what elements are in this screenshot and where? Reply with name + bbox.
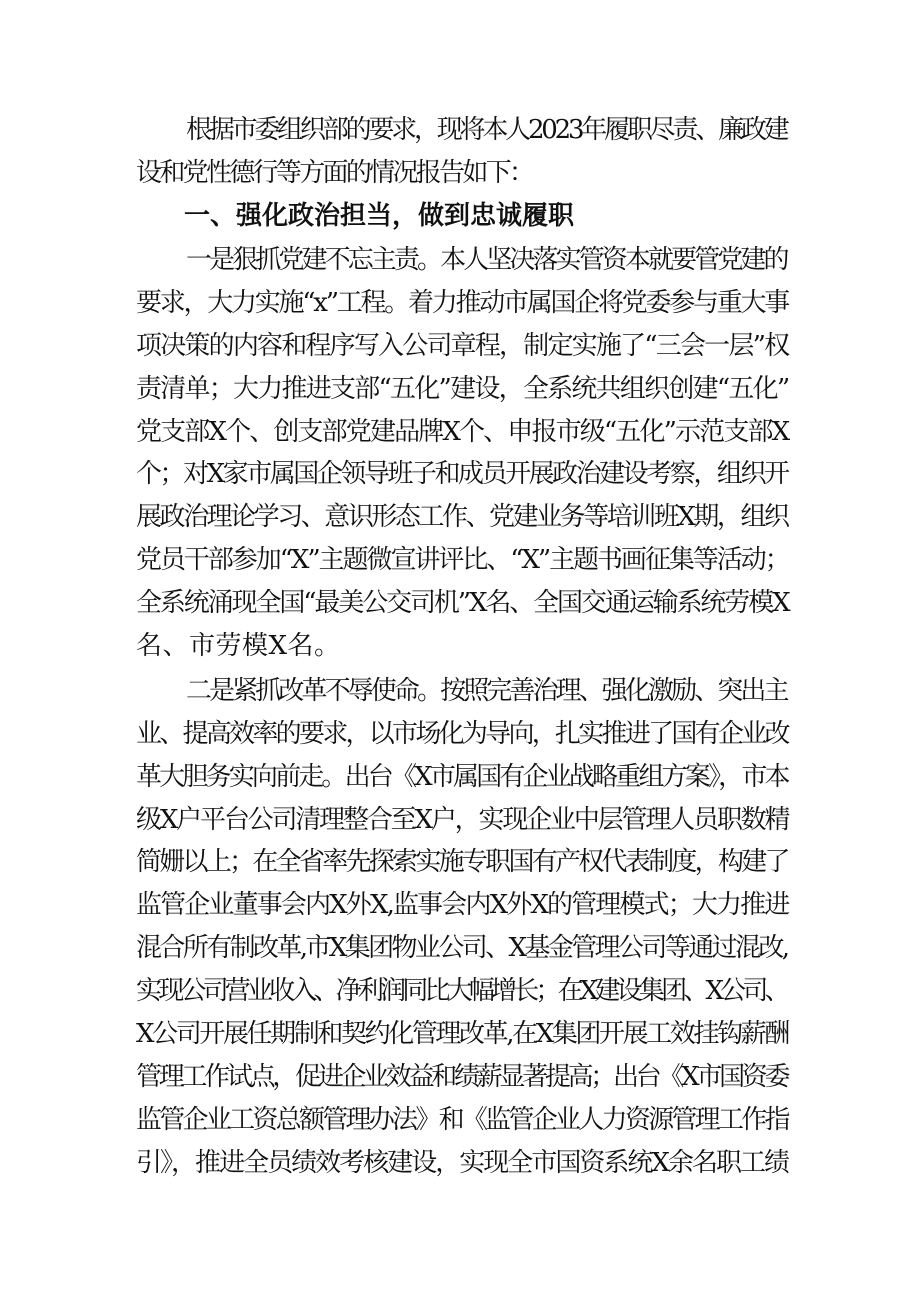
paragraph-1-line: 党支部X个、创支部党建品牌X个、申报市级“五化”示范支部X (136, 417, 789, 447)
paragraph-1-line: 展政治理论学习、意识形态工作、党建业务等培训班X期，组织 (136, 502, 788, 532)
paragraph-1-line: 责清单；大力推进支部“五化”建设，全系统共组织创建“五化” (136, 374, 789, 404)
paragraph-2-line: 二是紧抓改革不辱使命。按照完善治理、强化激励、突出主 (186, 676, 787, 706)
paragraph-2-line: 实现公司营业收入、净利润同比大幅增长；在X建设集团、X公司、 (136, 976, 787, 1006)
paragraph-2-line: 监管企业董事会内X外X,监事会内X外X的管理模式；大力推进 (136, 890, 789, 920)
paragraph-2-line: 管理工作试点，促进企业效益和绩薪显著提高；出台《X市国资委 (136, 1062, 788, 1092)
paragraph-2-line: 监管企业工资总额管理办法》和《监管企业人力资源管理工作指 (136, 1105, 788, 1135)
paragraph-2-line: 简姗以上；在全省率先探索实施专职国有产权代表制度，构建了 (136, 847, 788, 877)
section-heading: 一、强化政治担当，做到忠诚履职 (184, 201, 575, 231)
paragraph-2-line: 革大胆务实向前走。出台《X市属国有企业战略重组方案》，市本 (136, 762, 788, 792)
paragraph-1-line: 一是狠抓党建不忘主责。本人坚决落实管资本就要管党建的 (186, 245, 787, 275)
paragraph-1-line: 全系统涌现全国“最美公交司机”X名、全国交通运输系统劳模X (136, 588, 789, 618)
paragraph-1-line: 个；对X家市属国企领导班子和成员开展政治建设考察，组织开 (136, 459, 788, 489)
paragraph-2-line: 业、提高效率的要求，以市场化为导向，扎实推进了国有企业改 (136, 719, 788, 749)
paragraph-1-line: 党员干部参加“X”主题微宣讲评比、“X”主题书画征集等活动； (136, 545, 789, 575)
paragraph-1-line: 项决策的内容和程序写入公司章程，制定实施了“三会一层”权 (136, 331, 789, 361)
paragraph-2-line: 引》，推进全员绩效考核建设，实现全市国资系统X余名职工绩 (136, 1148, 789, 1178)
intro-text-line: 设和党性德行等方面的情况报告如下： (136, 158, 533, 188)
paragraph-1-line: 要求，大力实施“x”工程。着力推动市属国企将党委参与重大事 (136, 288, 788, 318)
paragraph-2-line: X公司开展任期制和契约化管理改革,在X集团开展工效挂钩薪酬 (136, 1019, 788, 1049)
intro-text-line: 根据市委组织部的要求，现将本人2023年履职尽责、廉政建 (186, 115, 787, 145)
paragraph-2-line: 级X户平台公司清理整合至X户，实现企业中层管理人员职数精 (136, 805, 789, 835)
paragraph-1-line: 名、市劳模X名。 (136, 631, 341, 661)
paragraph-2-line: 混合所有制改革,市X集团物业公司、X基金管理公司等通过混改, (136, 933, 788, 963)
